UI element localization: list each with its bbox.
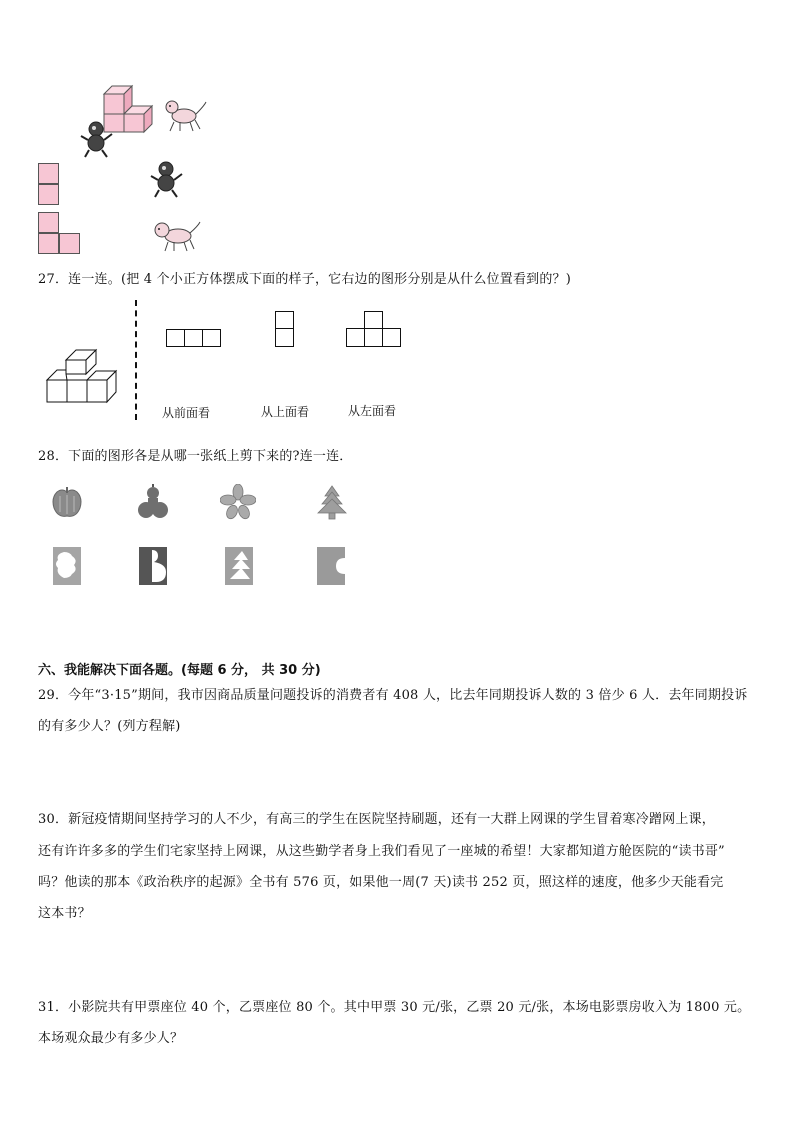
q30-line3: 吗？他读的那本《政治秩序的起源》全书有 576 页，如果他一周(7 天)读书 252 页，照这样的速度，他多少天能看完	[38, 875, 724, 890]
label-top-view: 从上面看	[261, 405, 310, 419]
pink-square	[38, 163, 59, 184]
q30-line4: 这本书？	[38, 906, 91, 921]
q27-title: 27．连一连。(把 4 个小正方体摆成下面的样子，它右边的图形分别是从什么位置看到的？)	[38, 272, 572, 287]
cut-paper-icon	[136, 544, 170, 588]
q30-line1: 30．新冠疫情期间坚持学习的人不少，有高三的学生在医院坚持刷题，还有一大群上网课的学生冒着寒冷蹭网上课，	[38, 812, 715, 827]
pink-square	[38, 184, 59, 205]
gourd-shape-icon	[136, 484, 170, 522]
dog-icon	[160, 98, 208, 134]
label-left-view: 从左面看	[348, 404, 397, 418]
q31-line2: 本场观众最少有多少人？	[38, 1031, 184, 1046]
tree-shape-icon	[314, 484, 350, 520]
monkey-icon	[150, 160, 184, 198]
cut-paper-icon	[222, 544, 256, 588]
pink-square	[59, 233, 80, 254]
q30-line2: 还有许许多多的学生们宅家坚持上网课，从这些勤学者身上我们看见了一座城的希望！大家都知道方舱医院的“读书哥”	[38, 844, 725, 859]
dog-icon	[150, 218, 202, 254]
section-title: 六、我能解决下面各题。(每题 6 分， 共 30 分)	[38, 663, 321, 678]
pink-square	[38, 233, 59, 254]
dashed-divider	[135, 300, 137, 420]
cut-paper-icon	[50, 544, 84, 588]
q29-line1: 29．今年“3·15”期间，我市因商品质量问题投诉的消费者有 408 人，比去年同期投诉人数的 3 倍少 6 人．去年同期投诉	[38, 688, 748, 703]
pink-square	[38, 212, 59, 233]
q29-line2: 的有多少人？(列方程解)	[38, 719, 181, 734]
monkey-icon	[80, 120, 114, 158]
q31-line1: 31．小影院共有甲票座位 40 个，乙票座位 80 个。其中甲票 30 元/张，乙票 20 元/张，本场电影票房收入为 1800 元。	[38, 1000, 751, 1015]
q28-title: 28．下面的图形各是从哪一张纸上剪下来的?连一连．	[38, 449, 353, 464]
label-front-view: 从前面看	[162, 406, 211, 420]
apple-shape-icon	[50, 486, 84, 520]
cut-paper-icon	[314, 544, 348, 588]
cube-arrangement-figure	[44, 346, 126, 406]
flower-shape-icon	[220, 484, 256, 520]
